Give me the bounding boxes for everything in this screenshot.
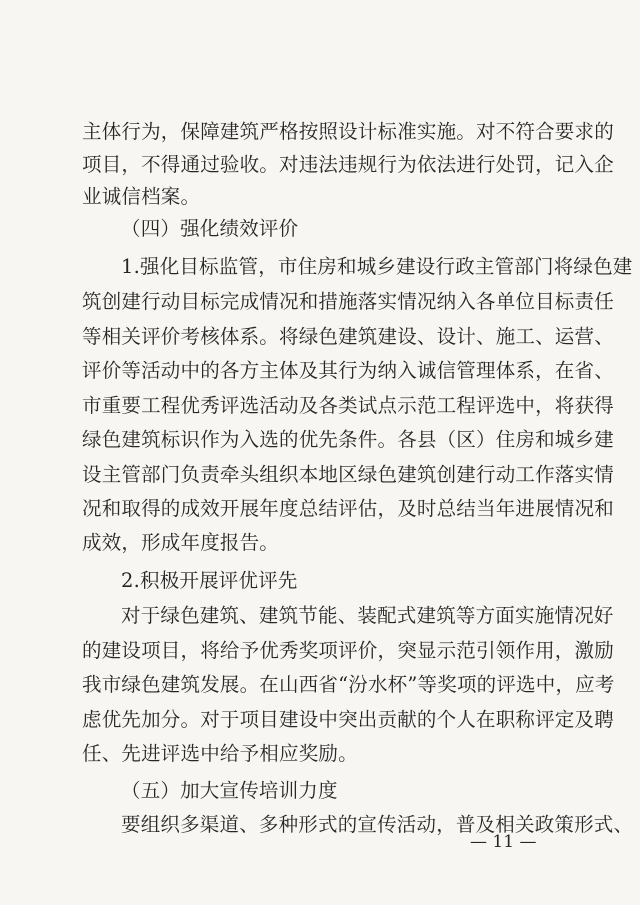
subsection-heading: 2.积极开展评优评先 bbox=[121, 569, 298, 592]
page-number: — 11 — bbox=[470, 832, 537, 852]
section-heading: （五）加大宣传培训力度 bbox=[121, 779, 338, 802]
body-text-line: 评价等活动中的各方主体及其行为纳入诚信管理体系，在省、 bbox=[82, 359, 614, 382]
body-text-line: 任、先进评选中给予相应奖励。 bbox=[82, 742, 358, 765]
body-text-line: 况和取得的成效开展年度总结评估，及时总结当年进展情况和 bbox=[82, 497, 614, 520]
body-text-line: 业诚信档案。 bbox=[82, 185, 201, 208]
body-text-line: 对于绿色建筑、建筑节能、装配式建筑等方面实施情况好 bbox=[121, 604, 614, 627]
body-text-line: 设主管部门负责牵头组织本地区绿色建筑创建行动工作落实情 bbox=[82, 463, 614, 486]
body-text-line: 的建设项目，将给予优秀奖项评价，突显示范引领作用，激励 bbox=[82, 639, 614, 662]
body-text-line: 主体行为，保障建筑严格按照设计标准实施。对不符合要求的 bbox=[82, 120, 614, 143]
body-text-line: 成效，形成年度报告。 bbox=[82, 531, 280, 554]
body-text-line: 要组织多渠道、多种形式的宣传活动，普及相关政策形式、 bbox=[121, 813, 634, 836]
body-text-line: 项目，不得通过验收。对违法违规行为依法进行处罚，记入企 bbox=[82, 153, 614, 176]
subsection-heading-line: 1.强化目标监管，市住房和城乡建设行政主管部门将绿色建 bbox=[121, 255, 633, 278]
body-text-line: 虑优先加分。对于项目建设中突出贡献的个人在职称评定及聘 bbox=[82, 708, 614, 731]
body-text-line: 等相关评价考核体系。将绿色建筑建设、设计、施工、运营、 bbox=[82, 325, 614, 348]
section-heading: （四）强化绩效评价 bbox=[121, 217, 299, 240]
body-text-line: 市重要工程优秀评选活动及各类试点示范工程评选中，将获得 bbox=[82, 394, 614, 417]
body-text-line: 我市绿色建筑发展。在山西省“汾水杯”等奖项的评选中，应考 bbox=[82, 673, 615, 696]
body-text-line: 绿色建筑标识作为入选的优先条件。各县（区）住房和城乡建 bbox=[82, 428, 614, 451]
body-text-line: 筑创建行动目标完成情况和措施落实情况纳入各单位目标责任 bbox=[82, 290, 614, 313]
